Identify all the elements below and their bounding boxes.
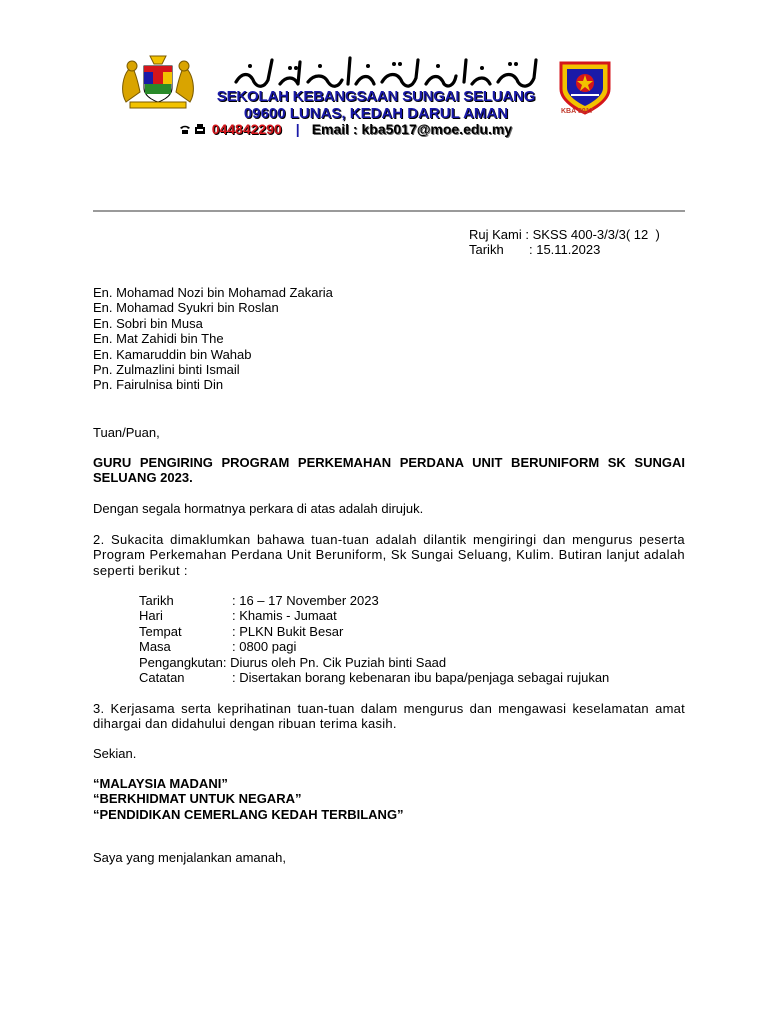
- recipient: En. Mat Zahidi bin The: [93, 331, 224, 347]
- reference-value: : SKSS 400-3/3/3( 12 ): [525, 227, 660, 242]
- detail-label: Catatan: [139, 670, 185, 686]
- detail-value: : PLKN Bukit Besar: [232, 623, 344, 639]
- recipient: En. Kamaruddin bin Wahab: [93, 346, 252, 362]
- motto-line: “PENDIDIKAN CEMERLANG KEDAH TERBILANG”: [93, 806, 404, 822]
- detail-label: Tarikh: [139, 593, 174, 608]
- detail-row: [139, 608, 609, 623]
- motto-line: “BERKHIDMAT UNTUK NEGARA”: [93, 791, 302, 807]
- detail-row: [139, 655, 609, 670]
- date-label: Tarikh: [469, 242, 504, 257]
- detail-value: : 0800 pagi: [232, 639, 297, 655]
- signoff: Saya yang menjalankan amanah,: [93, 850, 286, 865]
- contact-line: [179, 121, 512, 137]
- coat-of-arms-icon: [118, 52, 198, 110]
- paragraph-3: 3. Kerjasama serta keprihatinan tuan-tuan dalam mengurus dan mengawasi keselamatan amat dihargai dan didahului dengan ribuan terima kasih.: [93, 701, 685, 732]
- reference-block: [469, 227, 660, 257]
- jawi-script-logo-icon: [228, 52, 548, 92]
- school-name: SEKOLAH KEBANGSAAN SUNGAI SELUANG: [216, 88, 536, 105]
- detail-value: : Disertakan borang kebenaran ibu bapa/penjaga sebagai rujukan: [232, 670, 610, 686]
- reference-label: Ruj Kami: [469, 227, 522, 242]
- detail-label: Hari: [139, 608, 163, 624]
- detail-row: [139, 639, 609, 654]
- separator: |: [295, 121, 300, 137]
- fax-icon: [194, 124, 206, 135]
- detail-row: [139, 593, 609, 608]
- detail-value: : Diurus oleh Pn. Cik Puziah binti Saad: [222, 654, 447, 670]
- school-code: KBA 5017: [561, 108, 594, 115]
- paragraph-2: 2. Sukacita dimaklumkan bahawa tuan-tuan adalah dilantik mengiringi dan mengurus peserta Program Perkemahan Perdana Unit Beruniform, Sk Sungai Seluang, Kulim. Butiran lanjut adalah seperti berikut :: [93, 532, 685, 578]
- detail-value: : Khamis - Jumaat: [232, 608, 337, 624]
- mottos: [93, 776, 685, 822]
- header-divider: [93, 210, 685, 212]
- detail-label: Tempat: [139, 623, 182, 639]
- letter-subject: [93, 455, 685, 486]
- recipient: En. Mohamad Nozi bin Mohamad Zakaria: [93, 285, 333, 300]
- detail-value: : 16 – 17 November 2023: [232, 593, 379, 608]
- motto-line: “MALAYSIA MADANI”: [93, 776, 228, 791]
- letter-date-row: [469, 242, 660, 257]
- telephone-icon: [179, 125, 191, 135]
- phone-number: 044842290: [211, 121, 282, 137]
- recipients-list: [93, 285, 685, 393]
- programme-details: [139, 593, 609, 685]
- recipient: En. Sobri bin Musa: [93, 315, 203, 331]
- date-value: : 15.11.2023: [529, 242, 601, 257]
- recipient: Pn. Zulmazlini binti Ismail: [93, 362, 240, 378]
- reference-number-row: [469, 227, 660, 242]
- detail-row: [139, 670, 609, 685]
- closing: Sekian.: [93, 746, 137, 761]
- school-address: 09600 LUNAS, KEDAH DARUL AMAN: [243, 105, 509, 122]
- detail-label: Masa: [139, 639, 171, 655]
- letterhead: [0, 0, 768, 150]
- detail-label: Pengangkutan: [139, 654, 223, 670]
- paragraph-1: Dengan segala hormatnya perkara di atas adalah dirujuk.: [93, 501, 424, 516]
- recipient: Pn. Fairulnisa binti Din: [93, 377, 224, 393]
- recipient: En. Mohamad Syukri bin Roslan: [93, 300, 279, 316]
- letter-subject-text: GURU PENGIRING PROGRAM PERKEMAHAN PERDANA UNIT BERUNIFORM SK SUNGAI SELUANG 2023.: [93, 455, 685, 486]
- detail-row: [139, 624, 609, 639]
- email-address: Email : kba5017@moe.edu.my: [311, 121, 513, 137]
- salutation: Tuan/Puan,: [93, 425, 160, 440]
